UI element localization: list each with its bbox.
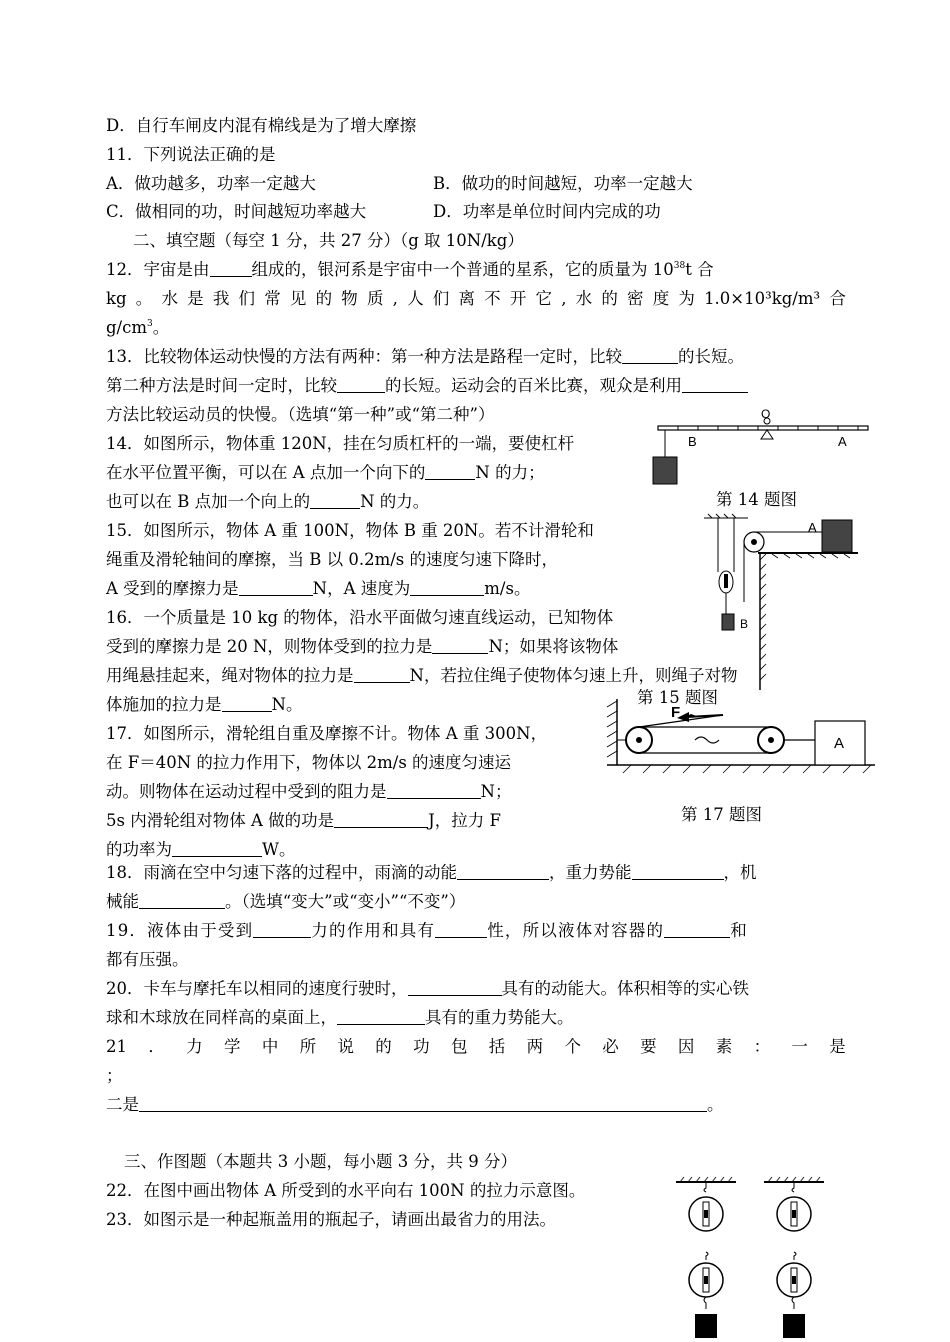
svg-text:A: A [838, 434, 847, 449]
section-2-heading: 二、填空题（每空 1 分，共 27 分）（g 取 10N/kg） [133, 231, 524, 250]
block-a [822, 520, 852, 552]
option-c-q11: C．做相同的功，时间越短功率越大 [106, 202, 367, 221]
answer-blank[interactable] [632, 863, 724, 880]
question-13-line2: 第二种方法是时间一定时，比较 的长短。运动会的百米比赛，观众是利用 [106, 376, 748, 396]
question-16-line2: 受到的摩擦力是 20 N，则物体受到的拉力是 N；如果将该物体 [106, 637, 619, 656]
pulley-assemblies-figure [672, 1172, 832, 1342]
answer-blank[interactable] [222, 695, 272, 712]
figure-14-caption: 第 14 题图 [716, 490, 797, 509]
weight-block [653, 457, 677, 484]
question-16-line4: 体施加的拉力是 N。 [106, 695, 303, 714]
question-19-line2: 都有压强。 [106, 950, 189, 969]
answer-blank[interactable] [408, 979, 502, 996]
question-15-line1: 15．如图所示，物体 A 重 100N，物体 B 重 20N。若不计滑轮和 [106, 521, 594, 540]
figure-17-caption: 第 17 题图 [681, 805, 762, 824]
question-17-line2: 在 F＝40N 的拉力作用下，物体以 2m/s 的速度匀速运 [106, 753, 512, 772]
question-20-line1: 20．卡车与摩托车以相同的速度行驶时， 具有的动能大。体积相等的实心铁 [106, 979, 749, 998]
answer-blank[interactable] [410, 579, 484, 596]
q12-unit: kg [106, 289, 127, 308]
answer-blank[interactable] [310, 492, 360, 509]
question-21-line2: ； [106, 1066, 123, 1085]
question-14-line3: 也可以在 B 点加一个向上的 N 的力。 [106, 492, 430, 511]
question-14-line2: 在水平位置平衡，可以在 A 点加一个向下的 N 的力； [106, 463, 545, 482]
fulcrum-icon [761, 430, 773, 439]
question-11: 11．下列说法正确的是 [106, 145, 276, 164]
answer-blank[interactable] [139, 892, 225, 909]
option-d-q11: D．功率是单位时间内完成的功 [433, 202, 661, 221]
question-12-line2: kg 。 水 是 我 们 常 见 的 物 质 , 人 们 离 不 开 它 , 水 的 密 度 为 1.0×10³kg/m³ 合 [106, 289, 846, 308]
svg-text:B: B [740, 617, 749, 631]
question-16-line1: 16．一个质量是 10 kg 的物体，沿水平面做匀速直线运动，已知物体 [106, 608, 614, 627]
question-15-line3: A 受到的摩擦力是 N，A 速度为 m/s。 [106, 579, 531, 598]
answer-blank[interactable] [210, 260, 252, 277]
question-19-line1: 19．液体由于受到 力的作用和具有 性，所以液体对容器的 和 [106, 921, 748, 940]
option-d-q10: D．自行车闸皮内混有棉线是为了增大摩擦 [106, 116, 417, 135]
question-15-line2: 绳重及滑轮轴间的摩擦，当 B 以 0.2m/s 的速度匀速下降时， [106, 550, 559, 569]
section-3-heading: 三、作图题（本题共 3 小题，每小题 3 分，共 9 分） [124, 1152, 517, 1171]
svg-text:O: O [761, 408, 771, 421]
answer-blank[interactable] [432, 637, 488, 654]
question-13-line3: 方法比较运动员的快慢。（选填“第一种”或“第二种”） [106, 405, 495, 424]
question-17-line5: 的功率为 W。 [106, 840, 296, 859]
svg-text:A: A [808, 520, 817, 535]
lever-figure [648, 408, 878, 488]
answer-blank[interactable] [253, 921, 311, 938]
answer-blank[interactable] [664, 921, 730, 938]
figure-15-caption: 第 15 题图 [637, 688, 718, 707]
answer-blank[interactable] [622, 347, 678, 364]
answer-blank[interactable] [387, 782, 481, 799]
question-21-line1: 21 ． 力 学 中 所 说 的 功 包 括 两 个 必 要 因 素 ： 一 是 [106, 1037, 846, 1056]
pulley-assembly-left [676, 1177, 736, 1338]
question-17-line1: 17．如图所示，滑轮组自重及摩擦不计。物体 A 重 300N， [106, 724, 548, 743]
question-16-line3: 用绳悬挂起来，绳对物体的拉力是 N，若拉住绳子使物体匀速上升，则绳子对物 [106, 666, 738, 685]
answer-blank[interactable] [435, 921, 487, 938]
answer-blank[interactable] [682, 376, 748, 393]
answer-blank[interactable] [239, 579, 313, 596]
svg-text:F: F [671, 704, 681, 721]
question-12-line3: $g/cm^3$。 [106, 318, 170, 337]
answer-blank[interactable] [172, 840, 262, 857]
answer-blank[interactable] [425, 463, 475, 480]
question-13-line1: 13．比较物体运动快慢的方法有两种：第一种方法是路程一定时，比较 的长短。 [106, 347, 744, 366]
answer-blank[interactable] [337, 1008, 425, 1025]
option-b-q11: B．做功的时间越短，功率一定越大 [433, 174, 693, 193]
answer-blank[interactable] [139, 1095, 707, 1112]
question-17-line4: 5s 内滑轮组对物体 A 做的功是 J，拉力 F [106, 811, 501, 830]
question-23: 23．如图示是一种起瓶盖用的瓶起子，请画出最省力的用法。 [106, 1210, 556, 1229]
svg-text:A: A [834, 735, 845, 752]
question-22: 22．在图中画出物体 A 所受到的水平向右 100N 的拉力示意图。 [106, 1181, 586, 1200]
horizontal-pulley-figure [603, 697, 878, 775]
question-12-line1: 12．宇宙是由 组成的，银河系是宇宙中一个普通的星系，它的质量为 $10^{38}t$ 合 [106, 260, 714, 279]
question-17-line3: 动。则物体在运动过程中受到的阻力是 N； [106, 782, 512, 801]
answer-blank[interactable] [334, 811, 428, 828]
block-b [722, 614, 734, 630]
answer-blank[interactable] [457, 863, 549, 880]
answer-blank[interactable] [354, 666, 410, 683]
option-a-q11: A．做功越多，功率一定越大 [106, 174, 316, 193]
question-21-line3: 二是 。 [106, 1095, 724, 1114]
pulley-assembly-right [764, 1177, 824, 1338]
question-18-line2: 械能 。（选填“变大”或“变小”“不变”） [106, 892, 466, 911]
question-14-line1: 14．如图所示，物体重 120N，挂在匀质杠杆的一端，要使杠杆 [106, 434, 575, 453]
question-18-line1: 18．雨滴在空中匀速下落的过程中，雨滴的动能 ，重力势能 ，机 [106, 863, 757, 882]
svg-text:B: B [688, 434, 697, 449]
question-20-line2: 球和木球放在同样高的桌面上， 具有的重力势能大。 [106, 1008, 574, 1027]
answer-blank[interactable] [337, 376, 385, 393]
